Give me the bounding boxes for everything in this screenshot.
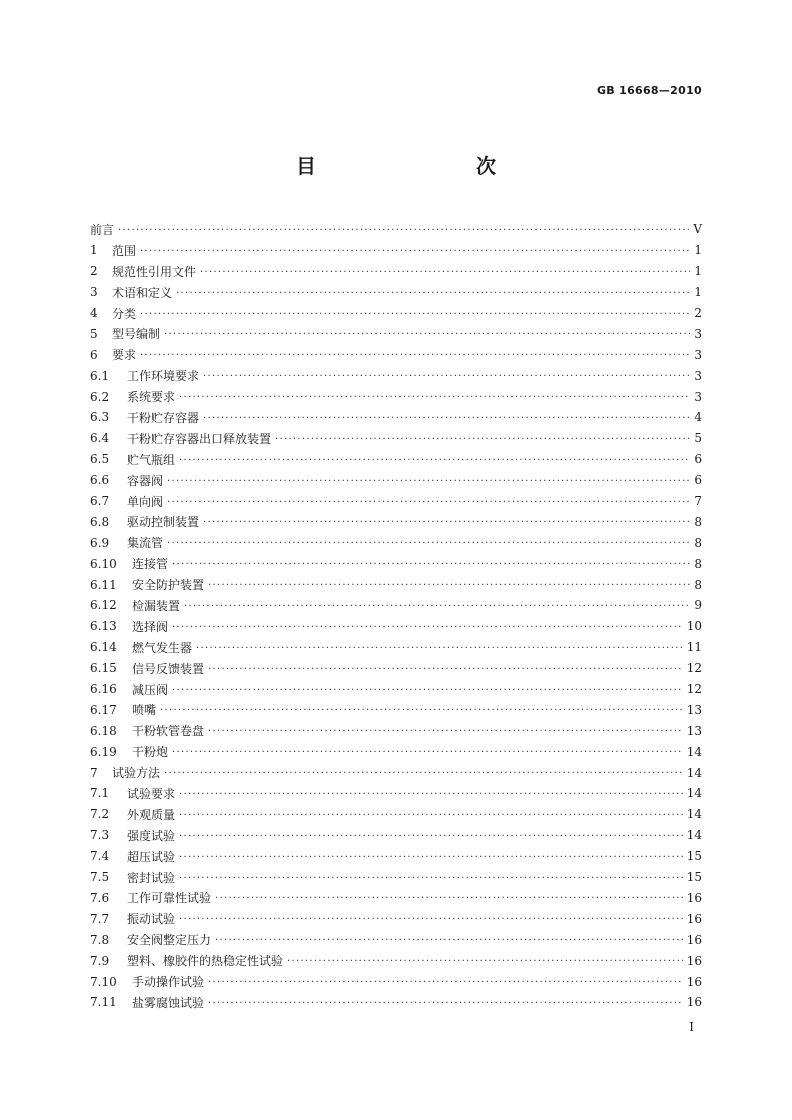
toc-entry-number: 6.9: [90, 535, 110, 550]
dot-leader: [208, 664, 683, 675]
toc-entry-title: 干粉炮: [132, 745, 169, 760]
toc-entry-page: 4: [694, 410, 702, 425]
toc-entry-title: 外观质量: [127, 807, 176, 822]
toc-entry-page: 8: [694, 556, 702, 571]
toc-entry[interactable]: [90, 386, 702, 407]
toc-entry-page: 3: [694, 326, 702, 341]
toc-entry-title: 贮气瓶组: [127, 452, 176, 467]
dot-leader: [172, 747, 683, 758]
toc-entry-number: 7.2: [90, 807, 110, 822]
dot-leader: [167, 476, 690, 487]
toc-entry-number: 7.11: [90, 995, 117, 1010]
toc-entry-title: 试验要求: [127, 786, 176, 801]
toc-entry-number: 6: [90, 347, 98, 362]
toc-entry[interactable]: [90, 240, 702, 261]
toc-entry-title: 选择阀: [132, 619, 169, 634]
toc-entry[interactable]: [90, 908, 702, 929]
toc-entry-number: 6.3: [90, 410, 110, 425]
toc-entry[interactable]: [90, 574, 702, 595]
toc-entry-title: 试验方法: [112, 766, 161, 781]
toc-entry[interactable]: [90, 616, 702, 637]
toc-entry-title: 前言: [90, 222, 115, 237]
dot-leader: [179, 873, 683, 884]
toc-entry[interactable]: [90, 741, 702, 762]
toc-entry-page: 1: [694, 264, 702, 279]
toc-entry-page: 3: [694, 368, 702, 383]
toc-entry-page: 13: [686, 723, 702, 738]
toc-entry[interactable]: [90, 720, 702, 741]
dot-leader: [176, 288, 690, 299]
toc-entry[interactable]: [90, 762, 702, 783]
toc-entry[interactable]: [90, 282, 702, 303]
toc-entry-page: 8: [694, 514, 702, 529]
dot-leader: [172, 559, 690, 570]
toc-entry-page: 16: [686, 995, 702, 1010]
toc-entry-page: 3: [694, 347, 702, 362]
toc-entry[interactable]: [90, 929, 702, 950]
toc-entry-page: 13: [686, 702, 702, 717]
toc-entry[interactable]: [90, 658, 702, 679]
toc-entry[interactable]: [90, 428, 702, 449]
toc-entry-page: 1: [694, 285, 702, 300]
toc-entry-page: 16: [686, 974, 702, 989]
toc-entry-number: 6.14: [90, 640, 117, 655]
dot-leader: [172, 622, 683, 633]
toc-entry[interactable]: [90, 407, 702, 428]
toc-entry-number: 7.9: [90, 953, 110, 968]
toc-entry[interactable]: [90, 261, 702, 282]
toc-entry-number: 4: [90, 306, 98, 320]
toc-entry-page: 8: [694, 577, 702, 592]
toc-entry-page: 14: [686, 828, 702, 843]
toc-entry[interactable]: [90, 553, 702, 574]
toc-entry-number: 7.10: [90, 974, 117, 989]
dot-leader: [140, 309, 690, 320]
dot-leader: [164, 768, 683, 779]
toc-entry[interactable]: [90, 219, 702, 240]
dot-leader: [179, 810, 683, 821]
standard-code: GB 16668—2010: [596, 84, 702, 97]
toc-entry-page: 16: [686, 932, 702, 947]
dot-leader: [203, 413, 690, 424]
toc-entry-title: 盐雾腐蚀试验: [132, 995, 205, 1010]
toc-entry-title: 工作环境要求: [127, 369, 200, 384]
dot-leader: [179, 455, 690, 466]
toc-entry-number: 2: [90, 264, 98, 279]
toc-entry[interactable]: [90, 449, 702, 470]
toc-entry-title: 容器阀: [127, 473, 164, 488]
toc-entry[interactable]: [90, 595, 702, 616]
toc-entry-page: 14: [686, 807, 702, 822]
toc-entry-number: 6.2: [90, 389, 110, 404]
toc-entry-number: 6.10: [90, 556, 117, 571]
toc-entry-title: 范围: [112, 243, 137, 258]
toc-entry-title: 信号反馈装置: [132, 661, 205, 676]
toc-entry-page: 6: [694, 473, 702, 488]
dot-leader: [118, 225, 689, 236]
toc-entry-number: 6.15: [90, 661, 117, 676]
toc-entry-page: 10: [686, 619, 702, 634]
toc-entry-number: 6.6: [90, 473, 110, 488]
toc-entry-page: 2: [694, 306, 702, 320]
toc-entry-title: 干粉贮存容器: [127, 410, 200, 425]
toc-entry-page: 16: [686, 953, 702, 968]
dot-leader: [184, 601, 690, 612]
toc-entry[interactable]: [90, 532, 702, 553]
toc-entry-title: 型号编制: [112, 327, 161, 342]
toc-entry-title: 术语和定义: [112, 285, 173, 300]
toc-entry-number: 7.3: [90, 828, 110, 843]
toc-entry[interactable]: [90, 511, 702, 532]
toc-entry-number: 6.16: [90, 682, 117, 697]
dot-leader: [160, 705, 683, 716]
toc-entry-page: 1: [694, 243, 702, 258]
toc-entry[interactable]: [90, 491, 702, 512]
dot-leader: [179, 914, 683, 925]
toc-entry-number: 7.8: [90, 932, 110, 947]
toc-entry-title: 要求: [112, 348, 137, 363]
toc-entry-page: 12: [686, 661, 702, 676]
toc-entry-page: 3: [694, 389, 702, 404]
toc-entry[interactable]: [90, 323, 702, 344]
toc-entry-title: 干粉软管卷盘: [132, 724, 205, 739]
toc-entry-title: 燃气发生器: [132, 640, 193, 655]
toc-entry-number: 7.4: [90, 849, 110, 864]
toc-entry-title: 塑料、橡胶件的热稳定性试验: [127, 954, 284, 969]
toc-entry-title: 振动试验: [127, 912, 176, 927]
dot-leader: [196, 643, 683, 654]
toc-entry-page: 12: [686, 682, 702, 697]
dot-leader: [140, 350, 690, 361]
toc-entry-title: 集流管: [127, 536, 164, 551]
toc-entry-number: 7.7: [90, 911, 110, 926]
toc-entry[interactable]: [90, 699, 702, 720]
toc-entry-number: 6.13: [90, 619, 117, 634]
dot-leader: [179, 852, 683, 863]
toc-entry-title: 连接管: [132, 557, 169, 572]
toc-entry-title: 减压阀: [132, 682, 169, 697]
toc-entry-page: 15: [686, 849, 702, 864]
toc-entry-page: 11: [686, 640, 702, 655]
toc-entry-page: 5: [694, 431, 702, 446]
toc-entry-page: 14: [686, 744, 702, 759]
toc-entry-title: 安全阀整定压力: [127, 933, 212, 948]
toc-entry-page: 14: [686, 786, 702, 801]
dot-leader: [215, 893, 683, 904]
dot-leader: [208, 977, 683, 988]
dot-leader: [203, 517, 690, 528]
toc-entry-title: 工作可靠性试验: [127, 891, 212, 906]
toc-entry[interactable]: [90, 825, 702, 846]
toc-entry-number: 7.6: [90, 890, 110, 905]
toc-entry-number: 6.18: [90, 723, 117, 738]
toc-entry[interactable]: [90, 303, 702, 324]
toc-entry-number: 3: [90, 285, 98, 300]
toc-entry[interactable]: [90, 992, 702, 1013]
toc-entry[interactable]: [90, 679, 702, 700]
toc-entry-title: 驱动控制装置: [127, 515, 200, 530]
dot-leader: [275, 434, 690, 445]
dot-leader: [172, 685, 683, 696]
toc-entry-title: 超压试验: [127, 849, 176, 864]
toc-entry-title: 手动操作试验: [132, 975, 205, 989]
toc-entry[interactable]: [90, 344, 702, 365]
toc-entry[interactable]: [90, 365, 702, 386]
toc-entry-title: 单向阀: [127, 494, 164, 509]
toc-entry-number: 6.5: [90, 452, 110, 467]
dot-leader: [208, 726, 683, 737]
dot-leader: [179, 831, 683, 842]
dot-leader: [164, 329, 690, 340]
toc-entry-number: 7.1: [90, 786, 110, 801]
toc-entry-number: 7.5: [90, 870, 110, 885]
toc-entry-title: 密封试验: [127, 870, 176, 885]
toc-entry[interactable]: [90, 804, 702, 825]
dot-leader: [167, 538, 690, 549]
toc-entry[interactable]: [90, 888, 702, 909]
toc-entry-page: 8: [694, 535, 702, 550]
toc-entry-number: 6.8: [90, 514, 110, 529]
toc-title: 目 次: [296, 154, 536, 178]
toc-entry-title: 规范性引用文件: [112, 264, 197, 279]
toc-entry-number: 6.4: [90, 431, 110, 446]
toc-entry-title: 安全防护装置: [132, 578, 205, 593]
toc-entry[interactable]: [90, 867, 702, 888]
toc-entry[interactable]: [90, 950, 702, 971]
page-number: I: [689, 1020, 694, 1034]
toc-entry-number: 6.12: [90, 598, 117, 613]
toc-entry-number: 6.11: [90, 577, 117, 592]
dot-leader: [203, 371, 690, 382]
toc-entry-title: 检漏装置: [132, 598, 181, 613]
toc-entry-page: 6: [694, 452, 702, 467]
dot-leader: [208, 998, 683, 1009]
toc-entry-title: 喷嘴: [132, 703, 157, 718]
dot-leader: [287, 956, 683, 967]
toc-entry-number: 6.7: [90, 494, 110, 509]
dot-leader: [200, 267, 690, 278]
toc-entry-title: 系统要求: [127, 390, 176, 405]
toc-entry-page: 16: [686, 890, 702, 905]
dot-leader: [208, 580, 690, 591]
toc-entry[interactable]: [90, 637, 702, 658]
toc-entry-page: 9: [694, 598, 702, 613]
toc-entry[interactable]: [90, 846, 702, 867]
toc-entry-title: 分类: [112, 306, 137, 321]
toc-entry[interactable]: [90, 971, 702, 992]
toc-entry-number: 6.1: [90, 368, 110, 383]
toc-entry-number: 6.17: [90, 702, 117, 717]
toc-entry-page: 15: [686, 870, 702, 885]
dot-leader: [179, 392, 690, 403]
toc-entry-page: 16: [686, 911, 702, 926]
toc-entry-title: 干粉贮存容器出口释放装置: [127, 431, 272, 446]
dot-leader: [140, 246, 690, 257]
toc-entry[interactable]: [90, 783, 702, 804]
toc-entry-page: 7: [694, 494, 702, 509]
toc-entry-number: 6.19: [90, 744, 117, 759]
toc-entry-page: 14: [686, 765, 702, 780]
dot-leader: [167, 497, 690, 508]
dot-leader: [179, 789, 683, 800]
table-of-contents: [90, 219, 702, 1013]
toc-entry-page: V: [693, 222, 702, 237]
toc-entry-title: 强度试验: [127, 828, 176, 843]
toc-entry-number: 7: [90, 765, 98, 780]
toc-entry[interactable]: [90, 470, 702, 491]
toc-entry-number: 5: [90, 326, 98, 341]
dot-leader: [215, 935, 683, 946]
toc-entry-number: 1: [90, 243, 98, 258]
